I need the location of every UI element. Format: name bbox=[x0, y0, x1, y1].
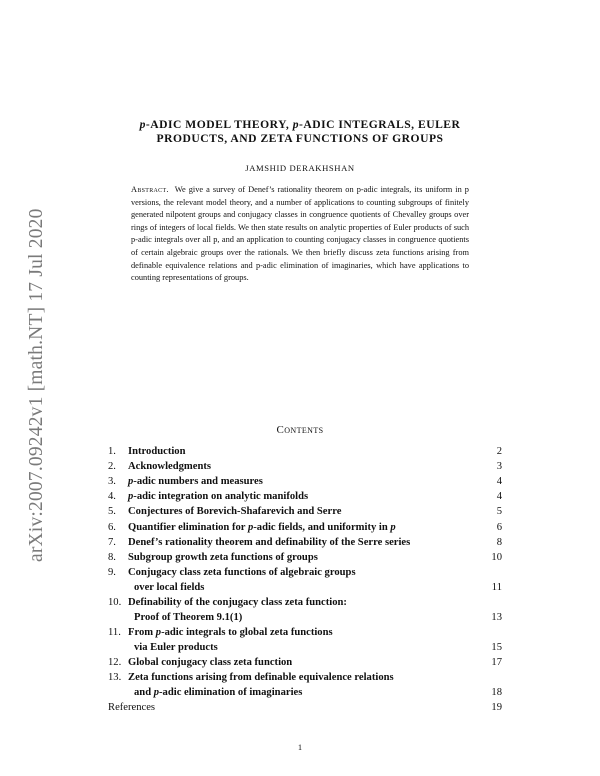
toc-entry-title-continued: and p-adic elimination of imaginaries bbox=[134, 687, 303, 699]
toc-entry-title: Subgroup growth zeta functions of groups bbox=[128, 551, 318, 563]
toc-entry-title: p-adic integration on analytic manifolds bbox=[128, 491, 309, 503]
toc-entry-number: 10. bbox=[108, 596, 122, 608]
toc-entry-title-continued: over local fields bbox=[134, 581, 205, 593]
toc-entry-title: References bbox=[108, 702, 156, 714]
toc-entry-page: 11 bbox=[491, 581, 502, 593]
toc-entry-number: 12. bbox=[108, 657, 122, 669]
toc-entry-page: 8 bbox=[496, 536, 502, 548]
contents-heading: Contents bbox=[276, 424, 324, 436]
toc-entry[interactable] bbox=[108, 672, 502, 701]
arxiv-identifier-stamp: arXiv:2007.09242v1 [math.NT] 17 Jul 2020 bbox=[26, 208, 47, 562]
toc-entry-title: Global conjugacy class zeta function bbox=[128, 657, 293, 669]
toc-entry-number: 13. bbox=[108, 672, 122, 684]
toc-entry[interactable] bbox=[108, 537, 502, 551]
toc-entry-page: 2 bbox=[496, 446, 502, 457]
toc-entry-title: Conjugacy class zeta functions of algebraic groups bbox=[128, 566, 356, 578]
toc-entry-page: 3 bbox=[496, 461, 502, 473]
toc-entry[interactable] bbox=[108, 461, 502, 475]
toc-entry-number: 4. bbox=[108, 491, 116, 503]
toc-entry-number: 6. bbox=[108, 521, 116, 533]
toc-entry-number: 1. bbox=[108, 446, 116, 457]
toc-entry[interactable] bbox=[108, 476, 502, 490]
title-line-1: p-ADIC MODEL THEORY, p-ADIC INTEGRALS, EULER bbox=[139, 118, 461, 131]
toc-entry-title: Definability of the conjugacy class zeta function: bbox=[128, 596, 347, 608]
toc-entry-number: 2. bbox=[108, 461, 116, 473]
toc-entry-number: 5. bbox=[108, 506, 116, 518]
toc-entry-title: Zeta functions arising from definable equivalence relations bbox=[128, 672, 394, 684]
toc-entry-number: 8. bbox=[108, 551, 116, 563]
toc-entry-number: 3. bbox=[108, 476, 116, 488]
toc-entry[interactable] bbox=[108, 657, 502, 671]
toc-entry-title: From p-adic integrals to global zeta functions bbox=[128, 627, 333, 638]
toc-entry-page: 4 bbox=[496, 491, 502, 503]
toc-entry-title: Conjectures of Borevich-Shafarevich and Serre bbox=[128, 506, 342, 518]
abstract-text: We give a survey of Denef’s rationality theorem on p-adic integrals, its uniform in p versions, the relevant model theory, and a number of applications to counting subgroups of finitely generated nilpotent groups and conjugacy classes in congruence quotients of Chevalley groups over rings of integers of local fields. We then state results on analytic properties of Euler products of such p-adic integrals over all p, and an application to counting conjugacy classes in congruence quotients of certain algebraic groups over the rationals. We then briefly discuss zeta functions arising from definable equivalence relations and p-adic elimination of imaginaries, which have applications to counting representations of groups. bbox=[131, 185, 469, 283]
toc-entry-title: Acknowledgments bbox=[128, 461, 211, 473]
toc-entry-title-continued: Proof of Theorem 9.1(1) bbox=[134, 611, 243, 623]
toc-entry[interactable] bbox=[108, 567, 502, 596]
toc-entry-page: 5 bbox=[496, 506, 502, 518]
toc-entry[interactable] bbox=[108, 552, 502, 566]
toc-entry-title: Quantifier elimination for p-adic fields, and uniformity in p bbox=[128, 521, 396, 533]
toc-entry[interactable] bbox=[108, 627, 502, 656]
toc-entry-page: 17 bbox=[491, 657, 502, 669]
toc-entry-title: Introduction bbox=[128, 446, 186, 457]
toc-entry-number: 11. bbox=[108, 627, 121, 638]
toc-entry[interactable] bbox=[108, 702, 502, 716]
toc-entry-title: p-adic numbers and measures bbox=[128, 476, 263, 488]
toc-entry-page: 13 bbox=[491, 611, 502, 623]
toc-entry[interactable] bbox=[108, 597, 502, 626]
toc-entry[interactable] bbox=[108, 522, 502, 536]
author-name: JAMSHID DERAKHSHAN bbox=[245, 163, 355, 173]
toc-entry-number: 7. bbox=[108, 536, 116, 548]
toc-entry-page: 10 bbox=[491, 551, 502, 563]
page-number: 1 bbox=[297, 742, 303, 752]
toc-entry-page: 6 bbox=[496, 521, 502, 533]
toc-entry-title-continued: via Euler products bbox=[134, 642, 218, 653]
toc-entry-page: 19 bbox=[491, 702, 502, 714]
toc-entry-page: 15 bbox=[491, 642, 502, 653]
toc-entry-page: 18 bbox=[491, 687, 502, 699]
toc-entry-title: Denef’s rationality theorem and definability of the Serre series bbox=[128, 536, 411, 548]
toc-entry[interactable] bbox=[108, 506, 502, 520]
toc-entry[interactable] bbox=[108, 446, 502, 460]
toc-entry-number: 9. bbox=[108, 566, 116, 578]
toc-entry-page: 4 bbox=[496, 476, 502, 488]
abstract-label: Abstract. bbox=[131, 185, 169, 194]
title-line-2: PRODUCTS, AND ZETA FUNCTIONS OF GROUPS bbox=[156, 132, 444, 145]
toc-entry[interactable] bbox=[108, 491, 502, 505]
